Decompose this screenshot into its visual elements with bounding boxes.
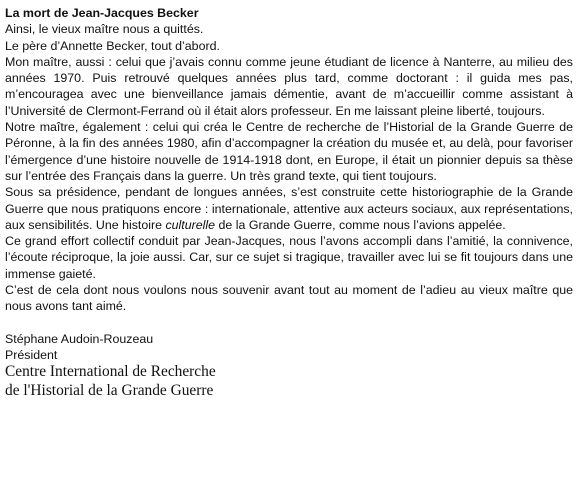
paragraph-5-text-a: Sous sa présidence, pendant de longues années, s’est construite cette historiographie de la Grande Guerre que nous pratiquons encore : internationale, attentive aux acteurs sociaux, aux représentations, aux sensibilités. Une histoire: [5, 185, 573, 232]
paragraph-5: [5, 184, 573, 233]
signature-organization-line-1: Centre International de Recherche: [5, 363, 216, 381]
paragraph-6: Ce grand effort collectif conduit par Jean-Jacques, nous l’avons accompli dans l’amitié, la connivence, l’écoute réciproque, la joie aussi. Car, sur ce sujet si tragique, travailler avec lui se fit toujours dans une immense gaieté.: [5, 234, 573, 281]
paragraph-5-text-b: de la Grande Guerre, comme nous l’avions appelée.: [215, 217, 506, 232]
paragraph-4: Notre maître, également : celui qui créa le Centre de recherche de l’Historial de la Grande Guerre de Péronne, à la fin des années 1980, afin d’accompagner la création du musée et, au delà, pour favoriser l’émergence d’une histoire nouvelle de 1914-1918 dont, en Europe, il était un pionnier depuis sa thèse sur l’entrée des Français dans la guerre. Un très grand texte, qui tient toujours.: [5, 120, 573, 183]
paragraph-2: Le père d’Annette Becker, tout d’abord.: [5, 38, 220, 53]
paragraph-1: Ainsi, le vieux maître nous a quittés.: [5, 22, 204, 37]
signature-name: Stéphane Audoin-Rouzeau: [5, 331, 154, 346]
signature-role: Président: [5, 347, 58, 362]
signature-organization-line-2: de l'Historial de la Grande Guerre: [5, 381, 214, 399]
paragraph-5-italic-word: culturelle: [165, 217, 216, 232]
article-title: La mort de Jean-Jacques Becker: [5, 6, 199, 20]
paragraph-7: C’est de cela dont nous voulons nous souvenir avant tout au moment de l’adieu au vieux maître que nous avons tant aimé.: [5, 283, 573, 314]
paragraph-3: Mon maître, aussi : celui que j’avais connu comme jeune étudiant de licence à Nanterre, au milieu des années 1970. Puis retrouvé quelques années plus tard, comme doctorant : il guida mes pas, m’encouragea avec une bienveillance jamais démentie, avant de m’accueillir comme assistant à l’Université de Clermont-Ferrand où il était alors professeur. En me laissant pleine liberté, toujours.: [5, 54, 573, 118]
spacer: [5, 315, 573, 331]
